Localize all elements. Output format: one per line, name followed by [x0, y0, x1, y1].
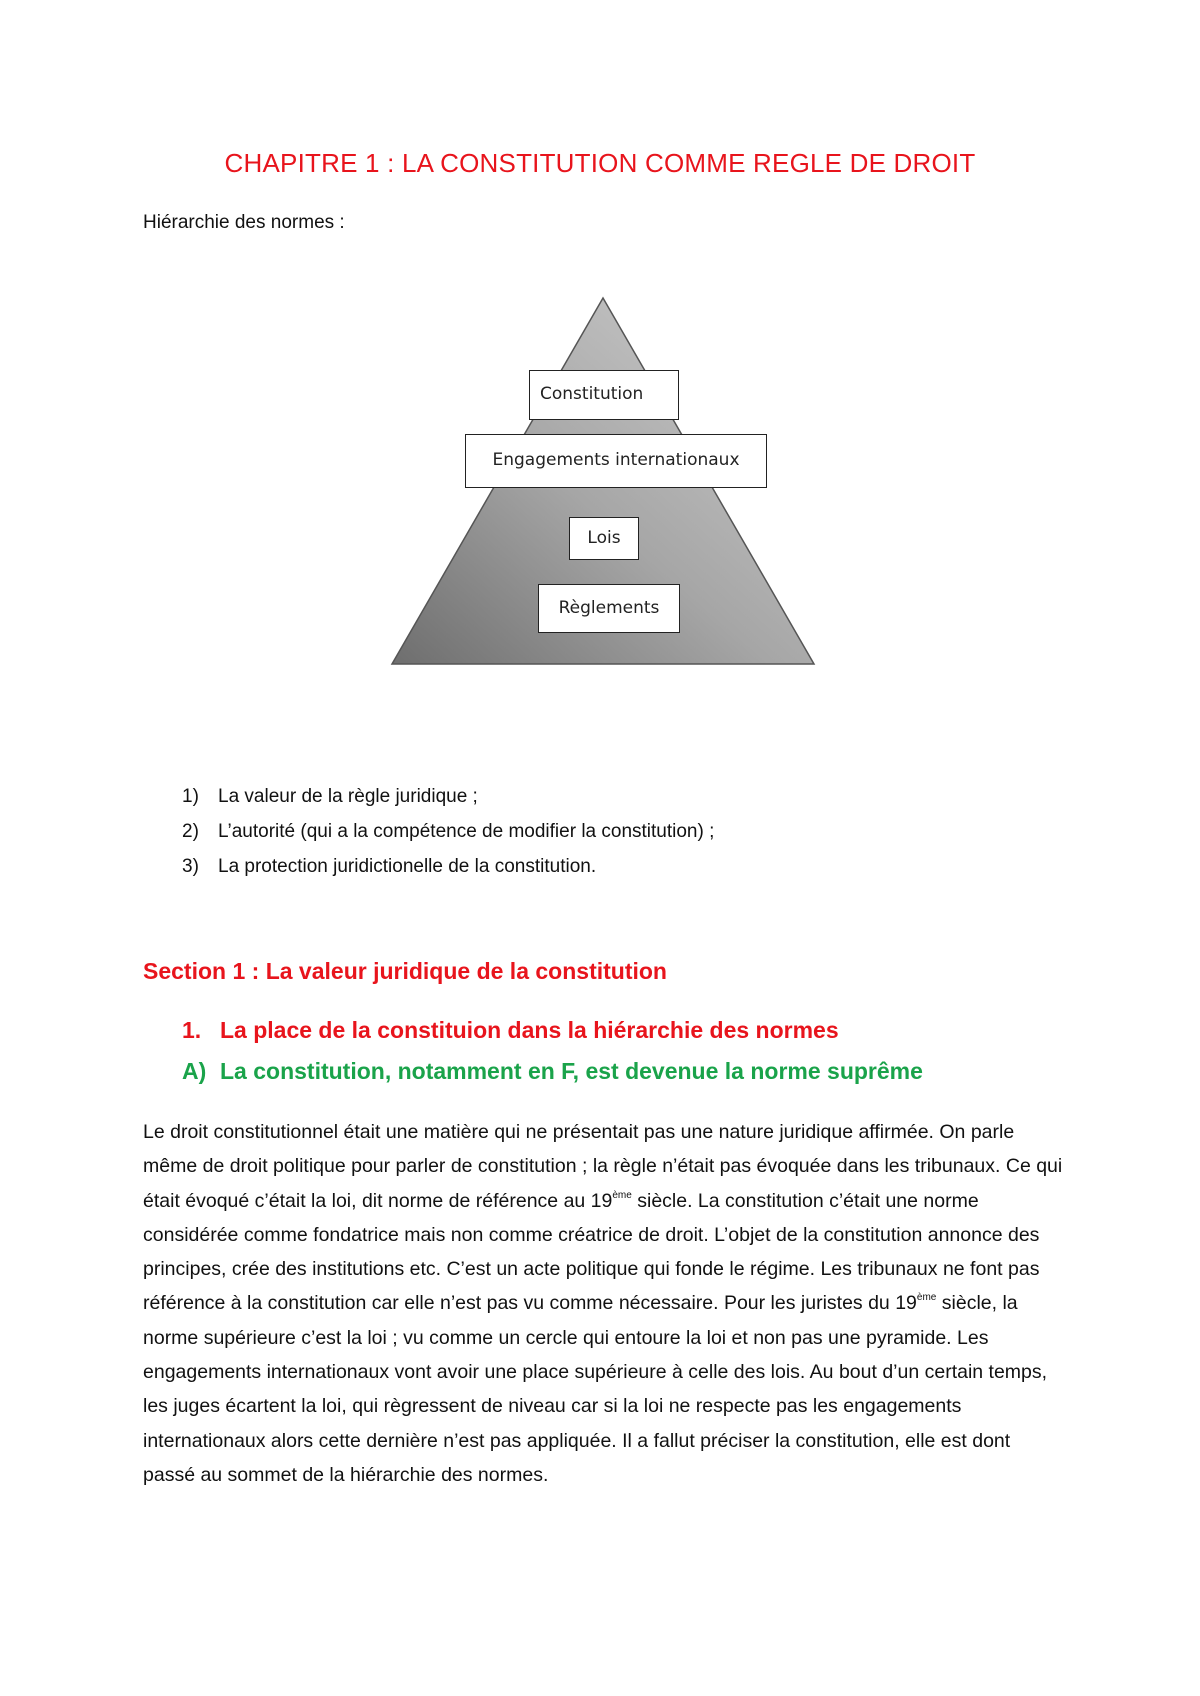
list-item	[182, 779, 714, 814]
hierarchy-label: Hiérarchie des normes :	[143, 212, 345, 233]
subheading-number: 1.	[182, 1017, 202, 1043]
subheading-text: La constitution, notamment en F, est devenue la norme suprême	[220, 1058, 923, 1084]
pyramid-level-constitution: Constitution	[529, 370, 679, 420]
list-item	[182, 814, 714, 849]
subheading-level-1	[182, 1017, 839, 1044]
list-item-text: La valeur de la règle juridique ;	[218, 786, 478, 807]
list-item-text: L’autorité (qui a la compétence de modifier la constitution) ;	[218, 821, 715, 842]
pyramid-level-reglements: Règlements	[538, 584, 680, 633]
superscript-ordinal: ème	[612, 1189, 632, 1201]
subheading-text: La place de la constituion dans la hiérarchie des normes	[220, 1017, 839, 1043]
subheading-letter: A)	[182, 1058, 207, 1084]
list-item	[182, 849, 714, 884]
list-item-number: 1)	[182, 786, 199, 807]
body-paragraph	[143, 1115, 1063, 1492]
page-title: CHAPITRE 1 : LA CONSTITUTION COMME REGLE DE DROIT	[224, 148, 976, 178]
superscript-ordinal: ème	[916, 1292, 937, 1304]
paragraph-part-2: siècle. La constitution c’était une norme considérée comme fondatrice mais non comme créatrice de droit. L’objet de la constitution annonce des principes, crée des institutions etc. C’est un acte politique qui fonde le régime. Les tribunaux ne font pas référence à la constitution car elle n’est pas vu comme nécessaire. Pour les juristes du 19	[143, 1189, 1040, 1315]
pyramid-level-lois: Lois	[569, 517, 639, 560]
numbered-list	[182, 779, 714, 884]
paragraph-part-3: siècle, la norme supérieure c’est la loi ; vu comme un cercle qui entoure la loi et non pas une pyramide. Les engagements internationaux vont avoir une place supérieure à celle des lois. Au bout d’un certain temps, les juges écartent la loi, qui règressent de niveau car si la loi ne respecte pas les engagements internationaux alors cette dernière n’est pas appliquée. Il a fallut préciser la constitution, elle est dont passé au sommet de la hiérarchie des normes.	[143, 1292, 1048, 1486]
section-heading: Section 1 : La valeur juridique de la constitution	[143, 958, 667, 984]
list-item-text: La protection juridictionelle de la constitution.	[218, 856, 597, 877]
paragraph-part-1: Le droit constitutionnel était une matière qui ne présentait pas une nature juridique affirmée. On parle même de droit politique pour parler de constitution ; la règle n’était pas évoquée dans les tribunaux. Ce qui était évoqué c’était la loi, dit norme de référence au 19	[143, 1121, 1063, 1212]
pyramid-level-engagements: Engagements internationaux	[465, 434, 767, 488]
list-item-number: 2)	[182, 821, 199, 842]
subheading-level-2	[182, 1058, 923, 1085]
list-item-number: 3)	[182, 856, 199, 877]
